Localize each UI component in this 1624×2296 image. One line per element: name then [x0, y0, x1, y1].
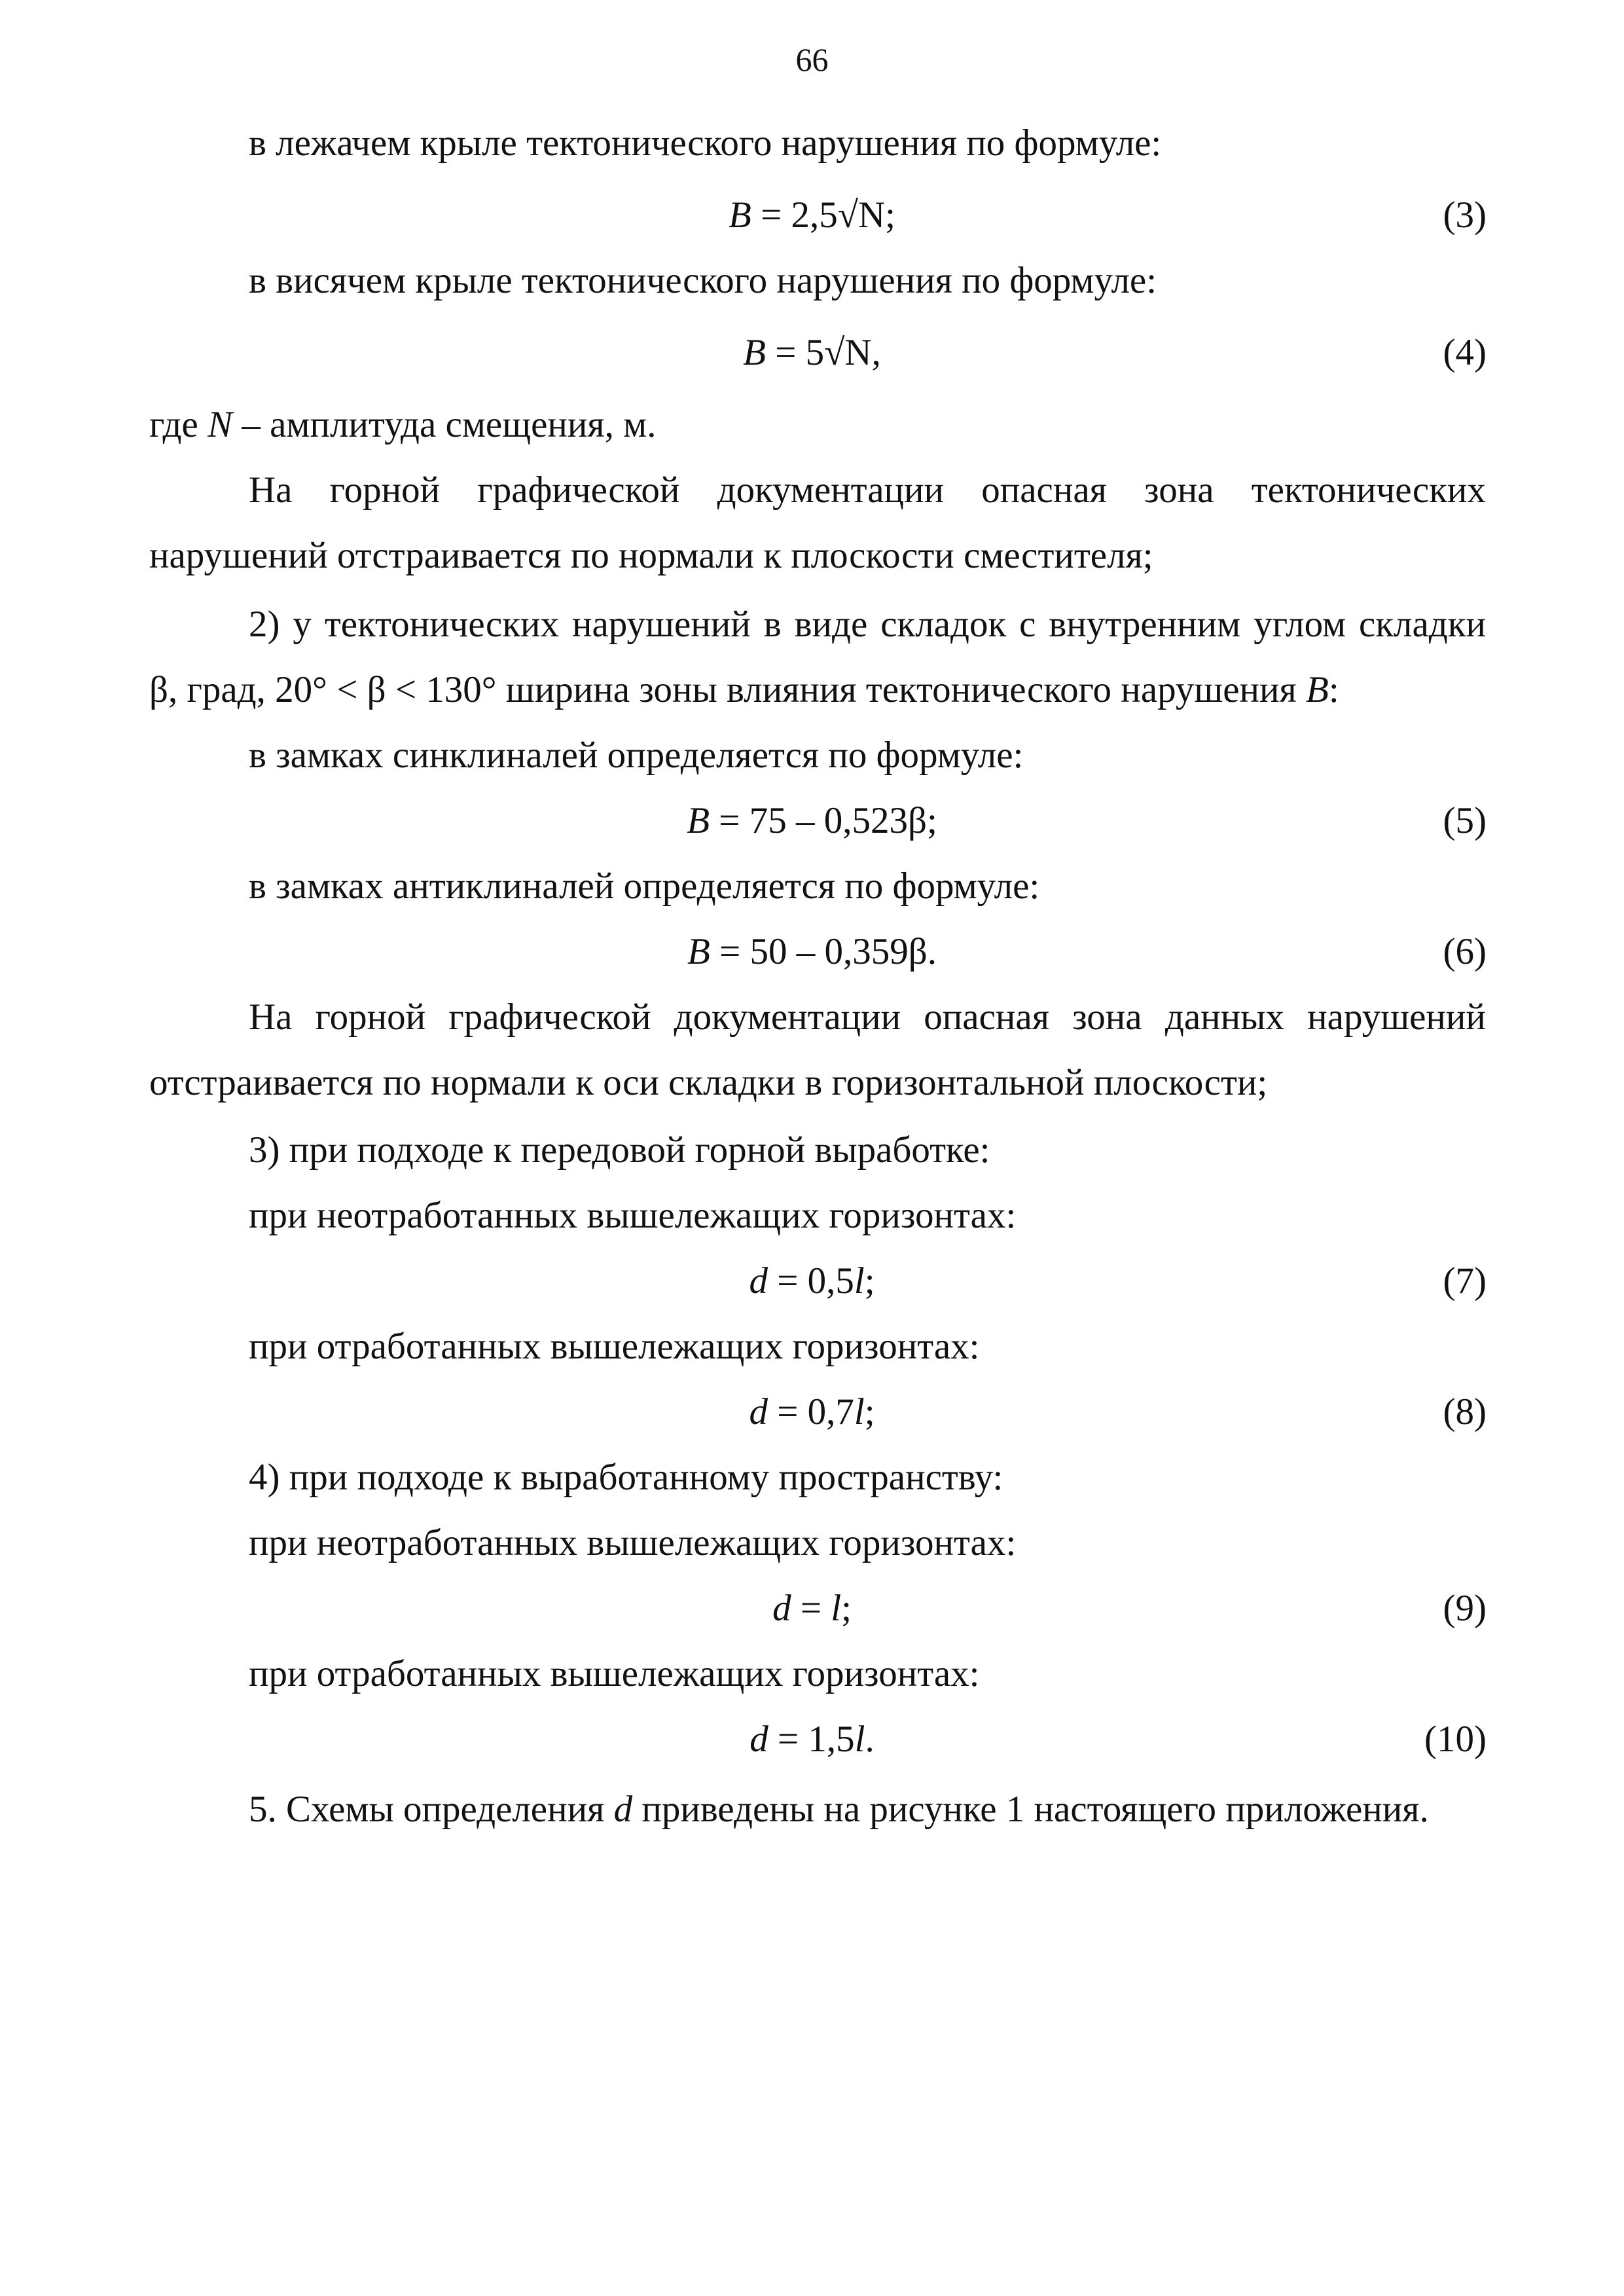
text-line: отстраивается по нормали к оси складки в горизонтальной плоскости;: [149, 1062, 1268, 1103]
equation-number: (4): [1443, 332, 1487, 373]
text-fragment: :: [1328, 669, 1339, 710]
paragraph-line-justified: [249, 998, 1486, 1036]
word: у: [293, 604, 312, 645]
word: тектонических: [324, 604, 560, 645]
word: 2): [249, 604, 280, 645]
word: виде: [794, 604, 868, 645]
word: документации: [674, 996, 901, 1038]
formula-variable: d: [772, 1588, 791, 1629]
text-line: в висячем крыле тектонического нарушения по формуле:: [249, 260, 1157, 301]
text-line: [249, 1791, 1429, 1828]
text-line: при отработанных вышележащих горизонтах:: [249, 1326, 980, 1367]
equation-number: (7): [1443, 1260, 1487, 1302]
formula-variable: l: [854, 1391, 865, 1432]
formula-expression: ;: [864, 1391, 875, 1432]
formula-expression: = 0,5: [777, 1260, 854, 1302]
word: складок: [880, 604, 1007, 645]
text-fragment: приведены на рисунке 1 настоящего приложения.: [641, 1789, 1429, 1830]
text-line: 4) при подходе к выработанному пространству:: [249, 1457, 1003, 1498]
equation-number: (8): [1443, 1391, 1487, 1432]
formula-expression: ;: [841, 1588, 852, 1629]
text-line: при отработанных вышележащих горизонтах:: [249, 1653, 980, 1694]
text-fragment: – амплитуда смещения, м.: [242, 404, 657, 445]
page-number: 66: [795, 41, 829, 78]
formula-expression: .: [865, 1719, 875, 1760]
word: горной: [315, 996, 426, 1038]
text-fragment: β, град, 20° < β < 130° ширина зоны влияния тектонического нарушения: [149, 669, 1297, 710]
formula-variable: B: [1306, 669, 1329, 710]
word: тектонических: [1251, 469, 1486, 511]
text-line: 3) при подходе к передовой горной выработке:: [249, 1129, 990, 1171]
word: нарушений: [572, 604, 751, 645]
text-line: в лежачем крыле тектонического нарушения по формуле:: [249, 122, 1162, 164]
word: графической: [448, 996, 651, 1038]
formula-5: [0, 802, 1624, 839]
formula-9: [0, 1590, 1624, 1627]
formula-variable: d: [613, 1789, 633, 1830]
formula-variable: d: [749, 1391, 768, 1432]
word: внутренним: [1049, 604, 1241, 645]
formula-8: [0, 1393, 1624, 1430]
equation-number: (3): [1443, 194, 1487, 236]
word: нарушений: [1307, 996, 1486, 1038]
word: опасная: [981, 469, 1107, 511]
paragraph-line-justified: [249, 606, 1486, 643]
word: На: [249, 996, 293, 1038]
formula-variable: B: [728, 194, 751, 236]
text-fragment: 5. Схемы определения: [249, 1789, 605, 1830]
text-line: в замках антиклиналей определяется по формуле:: [249, 866, 1040, 907]
word: На: [249, 469, 293, 511]
formula-10: [0, 1721, 1624, 1758]
formula-variable: d: [749, 1719, 768, 1760]
text-line: [149, 406, 656, 443]
text-line: при неотработанных вышележащих горизонтах:: [249, 1522, 1017, 1563]
formula-expression: = 0,7: [777, 1391, 854, 1432]
formula-variable: l: [831, 1588, 842, 1629]
word: документации: [717, 469, 945, 511]
word: опасная: [924, 996, 1049, 1038]
word: с: [1019, 604, 1036, 645]
formula-expression: = 1,5: [778, 1719, 855, 1760]
formula-7: [0, 1262, 1624, 1300]
formula-variable: l: [854, 1719, 865, 1760]
word: горной: [329, 469, 441, 511]
text-fragment: где: [149, 404, 198, 445]
word: зона: [1072, 996, 1142, 1038]
formula-variable: B: [687, 800, 710, 841]
formula-expression: = 5√N,: [775, 332, 881, 373]
word: углом: [1254, 604, 1346, 645]
formula-expression: = 50 – 0,359β.: [719, 931, 937, 972]
word: зона: [1144, 469, 1214, 511]
word: в: [763, 604, 782, 645]
formula-variable: B: [743, 332, 766, 373]
word: графической: [477, 469, 680, 511]
formula-variable: l: [854, 1260, 865, 1302]
formula-variable: B: [687, 931, 710, 972]
text-line: нарушений отстраивается по нормали к плоскости сместителя;: [149, 535, 1153, 576]
paragraph-line-justified: [249, 471, 1486, 509]
formula-4: [0, 334, 1624, 371]
text-line: [149, 671, 1339, 708]
formula-expression: =: [800, 1588, 821, 1629]
word: данных: [1164, 996, 1284, 1038]
formula-variable: N: [208, 404, 233, 445]
formula-variable: d: [749, 1260, 768, 1302]
text-line: в замках синклиналей определяется по формуле:: [249, 735, 1024, 776]
formula-expression: = 2,5√N;: [761, 194, 895, 236]
equation-number: (10): [1424, 1719, 1487, 1760]
formula-6: [0, 933, 1624, 970]
formula-3: [0, 196, 1624, 234]
formula-expression: = 75 – 0,523β;: [719, 800, 937, 841]
formula-expression: ;: [864, 1260, 875, 1302]
text-line: при неотработанных вышележащих горизонтах:: [249, 1195, 1017, 1236]
word: складки: [1359, 604, 1486, 645]
equation-number: (9): [1443, 1588, 1487, 1629]
equation-number: (6): [1443, 931, 1487, 972]
equation-number: (5): [1443, 800, 1487, 841]
